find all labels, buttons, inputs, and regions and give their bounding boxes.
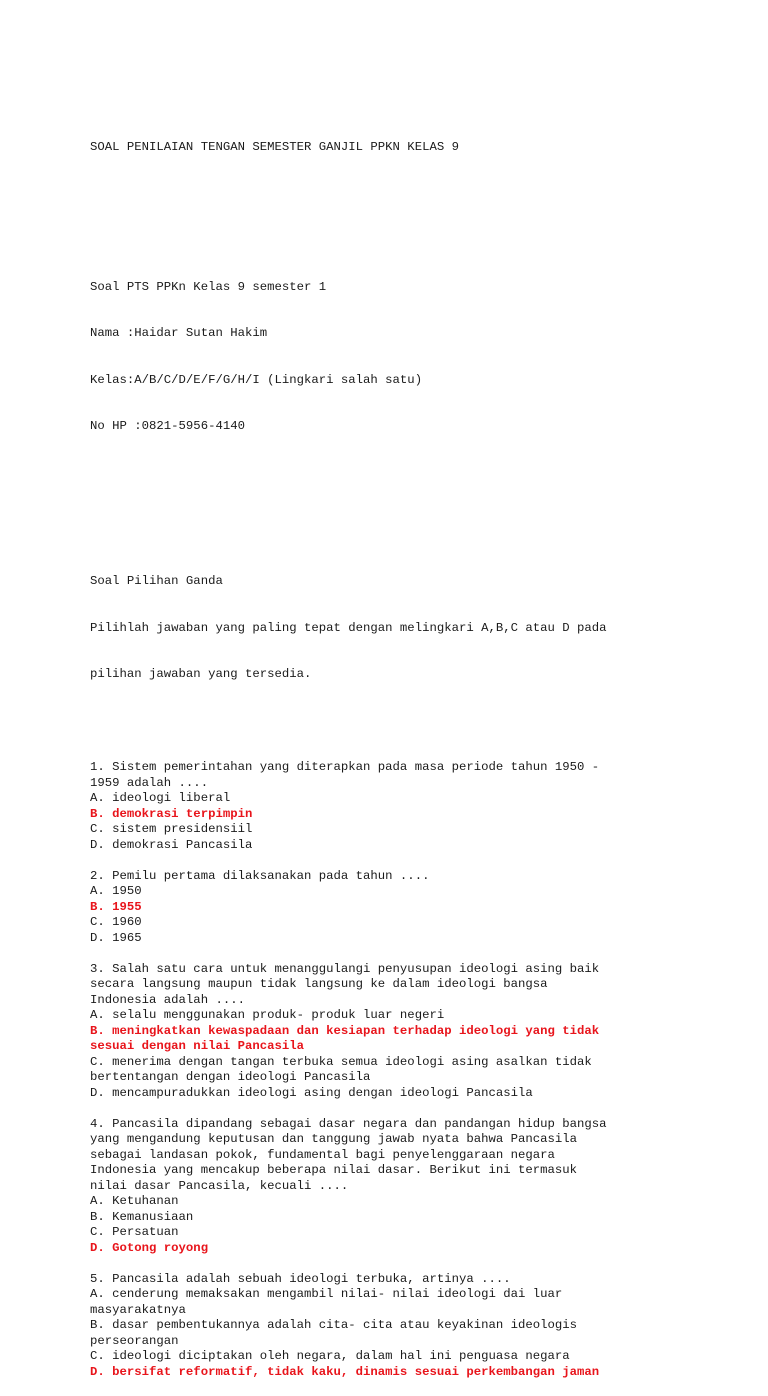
answer-option-text: D. 1965 bbox=[90, 930, 142, 945]
answer-option-text: D. demokrasi Pancasila bbox=[90, 837, 253, 852]
question-text: 4. Pancasila dipandang sebagai dasar negara dan pandangan hidup bangsa bbox=[90, 1116, 607, 1131]
answer-option-text: A. 1950 bbox=[90, 884, 142, 898]
question-text: 1959 adalah .... bbox=[90, 775, 209, 790]
answer-option-text: D. bersifat reformatif, tidak kaku, dinamis sesuai perkembangan jaman bbox=[90, 1364, 600, 1379]
question-block bbox=[90, 760, 750, 853]
answer-option bbox=[90, 1008, 750, 1024]
question-text: 1. Sistem pemerintahan yang diterapkan pada masa periode tahun 1950 - bbox=[90, 760, 600, 774]
answer-option-text: C. 1960 bbox=[90, 915, 142, 929]
answer-option bbox=[90, 822, 750, 838]
answer-option-text: masyarakatnya bbox=[90, 1302, 186, 1317]
questions-list bbox=[90, 745, 750, 1381]
question-block bbox=[90, 1117, 750, 1257]
answer-option bbox=[90, 1086, 750, 1102]
answer-option-text: C. sistem presidensiil bbox=[90, 822, 253, 836]
answer-option-text: bertentangan dengan ideologi Pancasila bbox=[90, 1070, 371, 1084]
answer-option-text: C. menerima dengan tangan terbuka semua ideologi asing asalkan tidak bbox=[90, 1054, 592, 1069]
info-name-line: Nama :Haidar Sutan Hakim bbox=[90, 326, 268, 340]
question-text: secara langsung maupun tidak langsung ke dalam ideologi bangsa bbox=[90, 977, 548, 991]
answer-option-text: B. dasar pembentukannya adalah cita- cita atau keyakinan ideologis bbox=[90, 1318, 578, 1332]
answer-option bbox=[90, 1194, 750, 1210]
correct-answer-option bbox=[90, 1241, 750, 1257]
answer-option bbox=[90, 1318, 750, 1349]
answer-option bbox=[90, 1349, 750, 1365]
document-title: SOAL PENILAIAN TENGAN SEMESTER GANJIL PPKN KELAS 9 bbox=[90, 140, 459, 154]
question-text: Indonesia yang mencakup beberapa nilai dasar. Berikut ini termasuk bbox=[90, 1163, 578, 1177]
answer-option-text: A. ideologi liberal bbox=[90, 791, 231, 805]
answer-option bbox=[90, 1055, 750, 1086]
answer-option-text: A. Ketuhanan bbox=[90, 1194, 179, 1208]
instructions-line: pilihan jawaban yang tersedia. bbox=[90, 667, 312, 681]
answer-option-text: sesuai dengan nilai Pancasila bbox=[90, 1039, 305, 1053]
correct-answer-option bbox=[90, 1024, 750, 1055]
info-phone-line: No HP :0821-5956-4140 bbox=[90, 419, 245, 433]
answer-option bbox=[90, 884, 750, 900]
document-page bbox=[90, 109, 750, 1396]
question-text: Indonesia adalah .... bbox=[90, 992, 245, 1007]
answer-option-text: A. cenderung memaksakan mengambil nilai- nilai ideologi dai luar bbox=[90, 1287, 563, 1301]
info-class-line: Kelas:A/B/C/D/E/F/G/H/I (Lingkari salah satu) bbox=[90, 372, 423, 387]
question-text: 5. Pancasila adalah sebuah ideologi terbuka, artinya .... bbox=[90, 1271, 511, 1286]
answer-option bbox=[90, 915, 750, 931]
question-text: nilai dasar Pancasila, kecuali .... bbox=[90, 1178, 349, 1193]
question-text: 2. Pemilu pertama dilaksanakan pada tahun .... bbox=[90, 868, 430, 883]
student-info bbox=[90, 249, 750, 466]
correct-answer-option bbox=[90, 807, 750, 823]
answer-option bbox=[90, 838, 750, 854]
question-text: yang mengandung keputusan dan tanggung jawab nyata bahwa Pancasila bbox=[90, 1132, 578, 1146]
answer-option-text: B. Kemanusiaan bbox=[90, 1209, 194, 1224]
answer-option-text: D. Gotong royong bbox=[90, 1240, 209, 1255]
instructions-line: Pilihlah jawaban yang paling tepat dengan melingkari A,B,C atau D pada bbox=[90, 620, 607, 635]
answer-option-text: B. demokrasi terpimpin bbox=[90, 806, 253, 821]
answer-option-text: perseorangan bbox=[90, 1333, 179, 1348]
answer-option-text: D. mencampuradukkan ideologi asing dengan ideologi Pancasila bbox=[90, 1085, 533, 1100]
question-text: 3. Salah satu cara untuk menanggulangi penyusupan ideologi asing baik bbox=[90, 961, 600, 976]
answer-option-text: B. 1955 bbox=[90, 899, 142, 914]
answer-option bbox=[90, 1210, 750, 1226]
answer-option-text: C. ideologi diciptakan oleh negara, dalam hal ini penguasa negara bbox=[90, 1349, 570, 1363]
answer-option bbox=[90, 931, 750, 947]
answer-option bbox=[90, 791, 750, 807]
question-text: sebagai landasan pokok, fundamental bagi penyelenggaraan negara bbox=[90, 1147, 555, 1162]
answer-option-text: A. selalu menggunakan produk- produk luar negeri bbox=[90, 1008, 445, 1022]
answer-option-text: C. Persatuan bbox=[90, 1225, 179, 1239]
section-heading: Soal Pilihan Ganda bbox=[90, 574, 223, 588]
question-block bbox=[90, 1272, 750, 1381]
question-block bbox=[90, 869, 750, 947]
info-subject-line: Soal PTS PPKn Kelas 9 semester 1 bbox=[90, 279, 327, 294]
answer-option-text: B. meningkatkan kewaspadaan dan kesiapan terhadap ideologi yang tidak bbox=[90, 1023, 600, 1038]
answer-option bbox=[90, 1225, 750, 1241]
answer-option bbox=[90, 1287, 750, 1318]
correct-answer-option bbox=[90, 1365, 750, 1381]
correct-answer-option bbox=[90, 900, 750, 916]
instructions bbox=[90, 543, 750, 714]
question-block bbox=[90, 962, 750, 1102]
